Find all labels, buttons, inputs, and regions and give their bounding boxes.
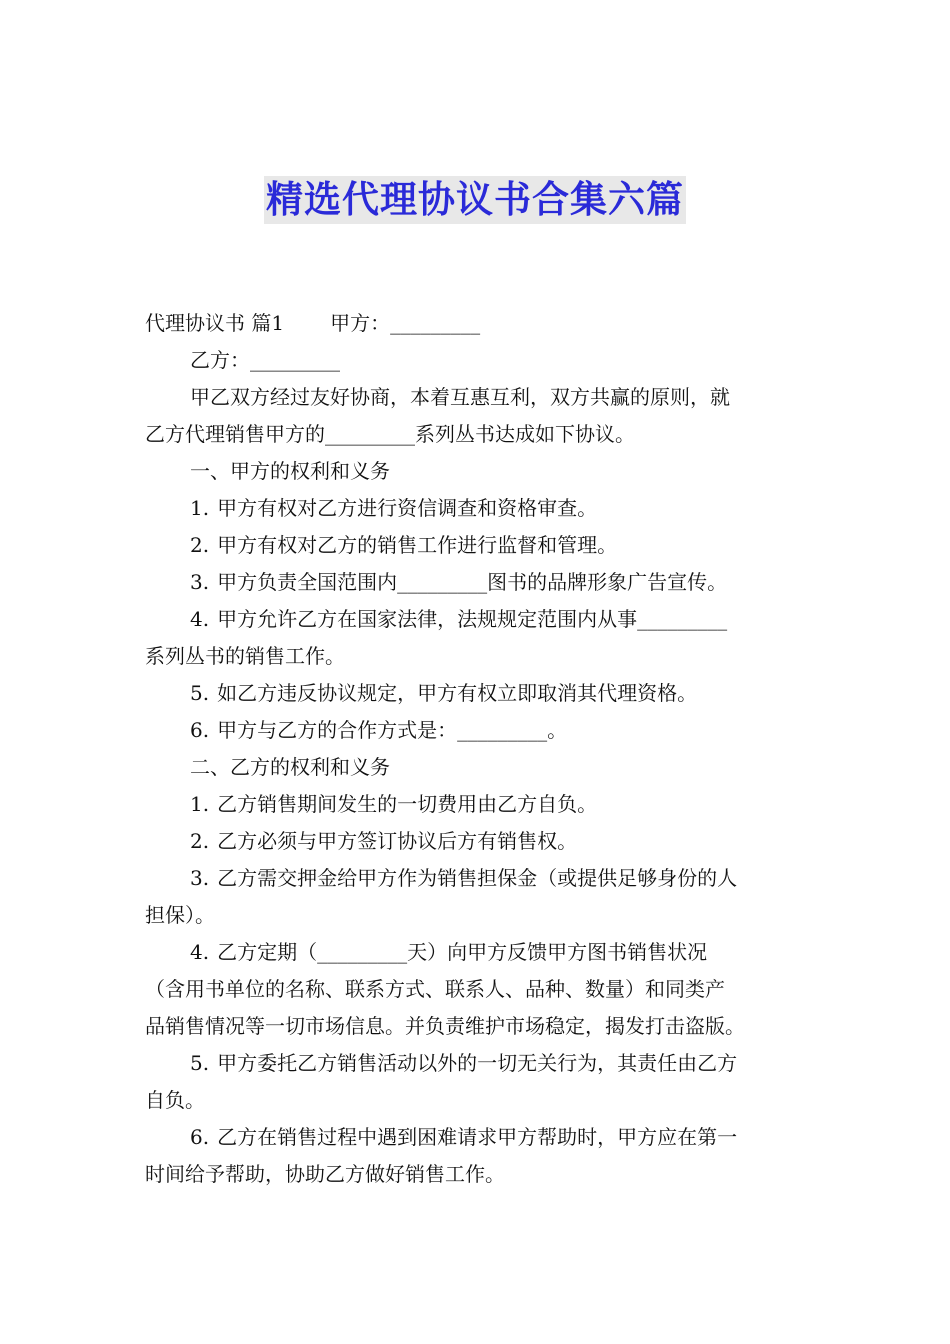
- document-title: 精选代理协议书合集六篇: [264, 176, 686, 224]
- paragraph-line: [145, 1045, 810, 1082]
- list-number: 6.: [190, 1125, 210, 1149]
- paragraph-line: [145, 1082, 810, 1119]
- list-number: 1.: [190, 496, 210, 520]
- line-text: 自负。: [145, 1088, 205, 1112]
- paragraph-line: [145, 786, 810, 823]
- line-text: 甲方有权对乙方进行资信调查和资格审查。: [217, 496, 598, 520]
- paragraph-line: [145, 823, 810, 860]
- list-number: 3.: [190, 866, 210, 890]
- paragraph-line: [145, 712, 810, 749]
- document-body: [145, 305, 810, 1193]
- line-text: 甲方有权对乙方的销售工作进行监督和管理。: [217, 533, 618, 557]
- list-number: 1.: [190, 792, 210, 816]
- paragraph-line: [145, 453, 810, 490]
- paragraph-line: [145, 416, 810, 453]
- paragraph-line: [145, 1156, 810, 1193]
- paragraph-line: [145, 342, 810, 379]
- paragraph-line: [145, 305, 810, 342]
- line-text: 代理协议书 篇1: [145, 311, 285, 335]
- line-text: 一、甲方的权利和义务: [190, 459, 390, 483]
- paragraph-line: [145, 897, 810, 934]
- list-number: 6.: [190, 718, 210, 742]
- paragraph-line: [145, 564, 810, 601]
- party-a-field: 甲方：_________: [330, 311, 481, 335]
- list-number: 3.: [190, 570, 210, 594]
- paragraph-line: [145, 638, 810, 675]
- paragraph-line: [145, 675, 810, 712]
- paragraph-line: [145, 490, 810, 527]
- paragraph-line: [145, 971, 810, 1008]
- line-text: 二、乙方的权利和义务: [190, 755, 390, 779]
- line-text: 乙方代理销售甲方的_________系列丛书达成如下协议。: [145, 422, 635, 446]
- list-number: 5.: [190, 681, 210, 705]
- line-text: 品销售情况等一切市场信息。并负责维护市场稳定，揭发打击盗版。: [145, 1014, 745, 1038]
- list-number: 5.: [190, 1051, 210, 1075]
- paragraph-line: [145, 860, 810, 897]
- paragraph-line: [145, 749, 810, 786]
- paragraph-line: [145, 379, 810, 416]
- line-text: 甲方与乙方的合作方式是：_________。: [217, 718, 568, 742]
- list-number: 2.: [190, 829, 210, 853]
- paragraph-line: [145, 601, 810, 638]
- line-text: （含用书单位的名称、联系方式、联系人、品种、数量）和同类产: [145, 977, 725, 1001]
- paragraph-line: [145, 1119, 810, 1156]
- list-number: 4.: [190, 607, 210, 631]
- list-number: 2.: [190, 533, 210, 557]
- paragraph-line: [145, 1008, 810, 1045]
- line-text: 乙方在销售过程中遇到困难请求甲方帮助时，甲方应在第一: [217, 1125, 738, 1149]
- line-text: 乙方销售期间发生的一切费用由乙方自负。: [217, 792, 598, 816]
- line-text: 甲方委托乙方销售活动以外的一切无关行为，其责任由乙方: [217, 1051, 738, 1075]
- line-text: 乙方需交押金给甲方作为销售担保金（或提供足够身份的人: [217, 866, 738, 890]
- line-text: 时间给予帮助，协助乙方做好销售工作。: [145, 1162, 505, 1186]
- line-text: 甲方允许乙方在国家法律，法规规定范围内从事_________: [217, 607, 728, 631]
- line-text: 担保）。: [145, 903, 215, 927]
- title-container: [0, 176, 950, 224]
- line-text: 甲乙双方经过友好协商，本着互惠互利，双方共赢的原则，就: [190, 385, 730, 409]
- list-number: 4.: [190, 940, 210, 964]
- paragraph-line: [145, 934, 810, 971]
- line-text: 乙方：_________: [190, 348, 340, 372]
- line-text: 甲方负责全国范围内_________图书的品牌形象广告宣传。: [217, 570, 728, 594]
- line-text: 如乙方违反协议规定，甲方有权立即取消其代理资格。: [217, 681, 698, 705]
- line-text: 乙方必须与甲方签订协议后方有销售权。: [217, 829, 578, 853]
- paragraph-line: [145, 527, 810, 564]
- line-text: 系列丛书的销售工作。: [145, 644, 345, 668]
- line-text: 乙方定期（_________天）向甲方反馈甲方图书销售状况: [217, 940, 708, 964]
